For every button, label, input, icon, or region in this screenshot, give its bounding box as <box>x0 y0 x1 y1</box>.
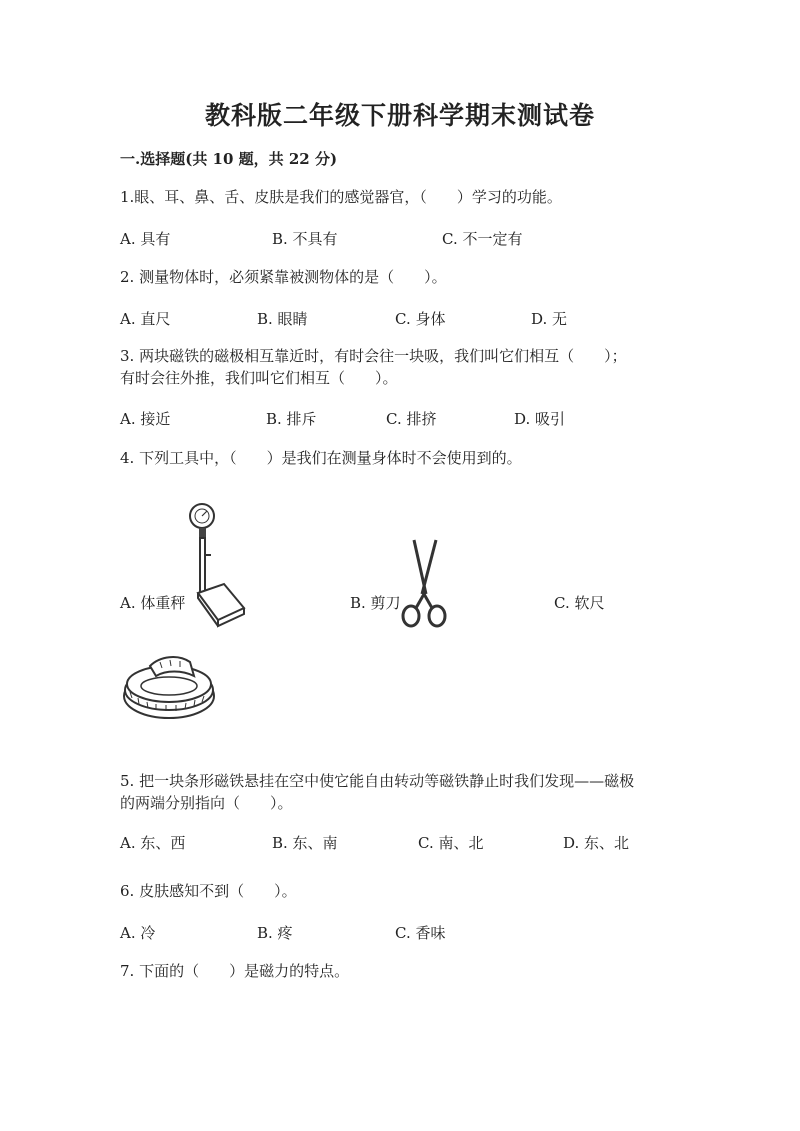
question-5-line-2: 的两端分别指向（ ）。 <box>120 794 293 812</box>
q3-option-d[interactable]: D. 吸引 <box>514 410 566 428</box>
q1-option-b[interactable]: B. 不具有 <box>272 230 338 248</box>
q5-option-c[interactable]: C. 南、北 <box>418 834 484 852</box>
q5-option-a[interactable]: A. 东、西 <box>120 834 186 852</box>
q4-option-a[interactable]: A. 体重秤 <box>120 594 186 612</box>
q2-option-a[interactable]: A. 直尺 <box>120 310 171 328</box>
q5-option-b[interactable]: B. 东、南 <box>272 834 338 852</box>
q6-option-a[interactable]: A. 冷 <box>120 924 156 942</box>
weight-scale-illustration <box>180 500 250 630</box>
question-6: 6. 皮肤感知不到（ ）。 <box>120 882 297 900</box>
q2-option-d[interactable]: D. 无 <box>531 310 568 328</box>
q3-option-b[interactable]: B. 排斥 <box>266 410 317 428</box>
tape-measure-illustration <box>120 652 218 728</box>
page-title: 教科版二年级下册科学期末测试卷 <box>204 101 595 130</box>
q2-option-c[interactable]: C. 身体 <box>395 310 446 328</box>
question-3-line-1: 3. 两块磁铁的磁极相互靠近时，有时会往一块吸，我们叫它们相互（ ）； <box>120 347 627 365</box>
question-5-line-1: 5. 把一块条形磁铁悬挂在空中使它能自由转动等磁铁静止时我们发现——磁极 <box>120 772 635 790</box>
section-heading: 一.选择题(共 10 题，共 22 分) <box>120 150 338 168</box>
q4-option-b[interactable]: B. 剪刀 <box>350 594 401 612</box>
question-2: 2. 测量物体时，必须紧靠被测物体的是（ ）。 <box>120 268 447 286</box>
q5-option-d[interactable]: D. 东、北 <box>563 834 630 852</box>
q4-option-c[interactable]: C. 软尺 <box>554 594 605 612</box>
question-4: 4. 下列工具中，（ ）是我们在测量身体时不会使用到的。 <box>120 449 522 467</box>
q1-option-a[interactable]: A. 具有 <box>120 230 171 248</box>
q6-option-b[interactable]: B. 疼 <box>257 924 293 942</box>
q6-option-c[interactable]: C. 香味 <box>395 924 446 942</box>
question-7: 7. 下面的（ ）是磁力的特点。 <box>120 962 350 980</box>
q3-option-a[interactable]: A. 接近 <box>120 410 171 428</box>
q1-option-c[interactable]: C. 不一定有 <box>442 230 523 248</box>
q3-option-c[interactable]: C. 排挤 <box>386 410 437 428</box>
question-3-line-2: 有时会往外推，我们叫它们相互（ ）。 <box>120 369 398 387</box>
scissors-illustration <box>396 536 452 632</box>
q2-option-b[interactable]: B. 眼睛 <box>257 310 308 328</box>
question-1: 1.眼、耳、鼻、舌、皮肤是我们的感觉器官，（ ）学习的功能。 <box>120 188 562 206</box>
